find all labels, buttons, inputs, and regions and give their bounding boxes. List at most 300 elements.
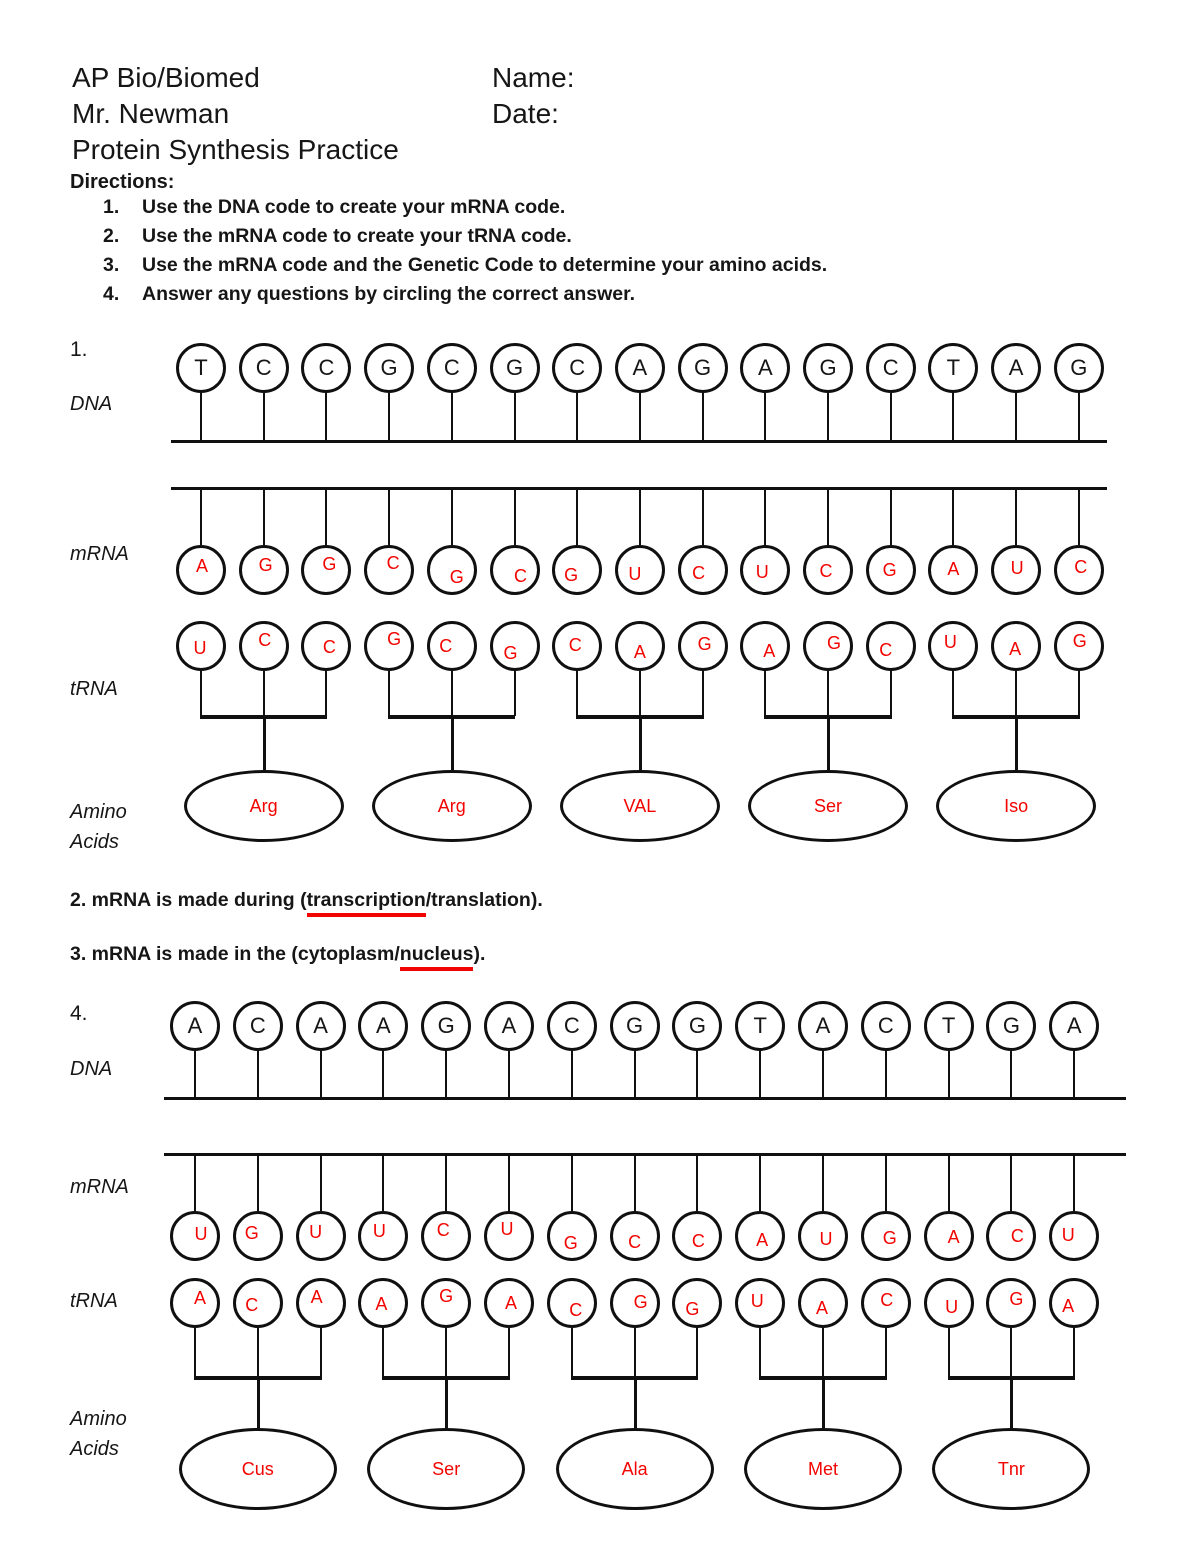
nucleotide-letter: G — [449, 566, 464, 587]
nucleotide-letter: C — [692, 562, 706, 583]
nucleotide-letter: C — [563, 1013, 580, 1038]
dna-nucleotide — [610, 1001, 660, 1051]
trna-stem-line — [827, 671, 829, 716]
dna-stem-line — [263, 393, 265, 441]
nucleotide-letter: G — [819, 355, 837, 380]
trna-nucleotide — [986, 1278, 1036, 1328]
dna-nucleotide — [803, 343, 853, 393]
amino-acid-oval — [932, 1428, 1090, 1510]
nucleotide-letter: G — [1070, 355, 1088, 380]
amino-acid-label: Iso — [1004, 795, 1029, 816]
nucleotide-letter: C — [691, 1230, 705, 1251]
nucleotide-letter: C — [245, 1294, 259, 1315]
nucleotide-letter: G — [633, 1291, 648, 1312]
codon-connector-line — [451, 716, 454, 770]
amino-acid-label: Met — [807, 1458, 838, 1479]
nucleotide-letter: U — [193, 637, 207, 658]
dna-stem-line — [759, 1051, 761, 1098]
directions-item-3-text: Use the mRNA code and the Genetic Code to determine your amino acids. — [142, 254, 828, 276]
nucleotide-letter: T — [941, 1013, 956, 1038]
nucleotide-letter: A — [763, 640, 776, 661]
nucleotide-letter: C — [249, 1013, 266, 1038]
nucleotide-letter: A — [187, 1013, 203, 1038]
row-label-dna: DNA — [70, 1058, 113, 1080]
trna-nucleotide — [484, 1278, 534, 1328]
dna-stem-line — [451, 393, 453, 441]
dna-nucleotide — [547, 1001, 597, 1051]
amino-acid-label: Ser — [432, 1458, 461, 1479]
codon-connector-line — [445, 1377, 448, 1428]
mrna-nucleotide — [490, 545, 540, 595]
nucleotide-letter: A — [815, 1013, 831, 1038]
mrna-nucleotide — [798, 1211, 848, 1261]
trna-stem-line — [257, 1328, 259, 1377]
codon-connector-line — [822, 1377, 825, 1428]
mrna-nucleotide — [239, 545, 289, 595]
trna-stem-line — [696, 1328, 698, 1377]
trna-stem-line — [948, 1328, 950, 1377]
question-2-text-prefix: 2. mRNA is made during ( — [70, 889, 307, 911]
mrna-stem-line — [827, 488, 829, 545]
nucleotide-letter: G — [503, 642, 518, 663]
mrna-stem-line — [696, 1154, 698, 1211]
dna-nucleotide — [672, 1001, 722, 1051]
trna-stem-line — [263, 671, 265, 716]
dna-stem-line — [325, 393, 327, 441]
mrna-stem-line — [1015, 488, 1017, 545]
trna-nucleotide — [672, 1278, 722, 1328]
nucleotide-letter: G — [882, 559, 897, 580]
dna-nucleotide — [170, 1001, 220, 1051]
question-2-answer-underlined: transcription — [307, 889, 426, 917]
nucleotide-letter: C — [255, 355, 272, 380]
dna-nucleotide — [991, 343, 1041, 393]
dna-stem-line — [639, 393, 641, 441]
dna-nucleotide — [735, 1001, 785, 1051]
mrna-nucleotide — [610, 1211, 660, 1261]
directions-item-1 — [103, 196, 565, 219]
amino-acid-label: Tnr — [997, 1458, 1025, 1479]
amino-acid-label: Arg — [437, 795, 466, 816]
row-label-amino-acids: Amino Acids — [70, 1408, 127, 1460]
nucleotide-letter: A — [1008, 355, 1024, 380]
nucleotide-letter: G — [1072, 630, 1087, 651]
amino-acid-oval — [936, 770, 1096, 842]
dna-stem-line — [194, 1051, 196, 1098]
mrna-nucleotide — [427, 545, 477, 595]
trna-stem-line — [890, 671, 892, 716]
nucleotide-letter: C — [569, 355, 586, 380]
nucleotide-letter: A — [375, 1293, 388, 1314]
nucleotide-letter: U — [1061, 1224, 1075, 1245]
dna-stem-line — [508, 1051, 510, 1098]
nucleotide-letter: A — [756, 1229, 769, 1250]
dna-stem-line — [200, 393, 202, 441]
mrna-stem-line — [952, 488, 954, 545]
dna-stem-line — [827, 393, 829, 441]
codon-connector-line — [639, 716, 642, 770]
dna-nucleotide — [490, 343, 540, 393]
nucleotide-letter: C — [436, 1219, 450, 1240]
dna-nucleotide — [176, 343, 226, 393]
dna-nucleotide — [986, 1001, 1036, 1051]
dna-nucleotide — [866, 343, 916, 393]
mrna-nucleotide — [296, 1211, 346, 1261]
nucleotide-letter: T — [753, 1013, 767, 1038]
dna-stem-line — [1010, 1051, 1012, 1098]
trna-nucleotide — [239, 621, 289, 671]
dna-stem-line — [576, 393, 578, 441]
mrna-stem-line — [1078, 488, 1080, 545]
trna-stem-line — [1010, 1328, 1012, 1377]
directions-item-4-text-pre: Answer any questions by — [142, 283, 383, 305]
question-3-text-prefix: 3. mRNA is made in the (cytoplasm/ — [70, 943, 400, 965]
mrna-nucleotide — [421, 1211, 471, 1261]
dna-stem-line — [514, 393, 516, 441]
trna-nucleotide — [861, 1278, 911, 1328]
trna-stem-line — [1073, 1328, 1075, 1377]
dna-nucleotide — [301, 343, 351, 393]
dna-stem-line — [382, 1051, 384, 1098]
dna-stem-line — [890, 393, 892, 441]
amino-acid-oval — [372, 770, 532, 842]
nucleotide-letter: U — [945, 1296, 959, 1317]
trna-nucleotide — [421, 1278, 471, 1328]
mrna-nucleotide — [924, 1211, 974, 1261]
trna-nucleotide — [552, 621, 602, 671]
dna-nucleotide — [296, 1001, 346, 1051]
mrna-stem-line — [571, 1154, 573, 1211]
trna-stem-line — [382, 1328, 384, 1377]
dna-stem-line — [634, 1051, 636, 1098]
amino-acid-label: Cus — [241, 1458, 274, 1479]
mrna-nucleotide — [861, 1211, 911, 1261]
trna-stem-line — [1015, 671, 1017, 716]
directions-item-2-text: Use the mRNA code to create your tRNA code. — [142, 225, 572, 247]
nucleotide-letter: A — [1062, 1295, 1075, 1316]
mrna-stem-line — [1010, 1154, 1012, 1211]
codon-connector-line — [1015, 716, 1018, 770]
nucleotide-letter: C — [569, 1299, 583, 1320]
row-label-trna: tRNA — [70, 678, 118, 700]
trna-nucleotide — [233, 1278, 283, 1328]
trna-stem-line — [320, 1328, 322, 1377]
nucleotide-letter: G — [505, 355, 524, 380]
nucleotide-letter: A — [310, 1286, 323, 1307]
dna-nucleotide — [861, 1001, 911, 1051]
directions-item-1-number: 1. — [103, 196, 120, 218]
trna-stem-line — [200, 671, 202, 716]
mrna-nucleotide — [1054, 545, 1104, 595]
nucleotide-letter: U — [628, 563, 642, 584]
dna-nucleotide — [678, 343, 728, 393]
amino-acid-label: Ala — [621, 1458, 648, 1479]
nucleotide-letter: A — [376, 1013, 391, 1038]
codon-connector-line — [257, 1377, 260, 1428]
mrna-nucleotide — [484, 1211, 534, 1261]
nucleotide-letter: C — [880, 1289, 894, 1310]
trna-nucleotide — [547, 1278, 597, 1328]
amino-acid-oval — [179, 1428, 337, 1510]
dna-stem-line — [764, 393, 766, 441]
dna-stem-line — [445, 1051, 447, 1098]
trna-stem-line — [822, 1328, 824, 1377]
trna-stem-line — [194, 1328, 196, 1377]
trna-nucleotide — [358, 1278, 408, 1328]
mrna-nucleotide — [803, 545, 853, 595]
mrna-nucleotide — [552, 545, 602, 595]
row-label-dna: DNA — [70, 393, 113, 415]
nucleotide-letter: C — [1010, 1225, 1024, 1246]
row-label-mrna: mRNA — [70, 543, 129, 565]
nucleotide-letter: U — [194, 1223, 208, 1244]
trna-stem-line — [885, 1328, 887, 1377]
nucleotide-letter: C — [879, 639, 893, 660]
trna-nucleotide — [490, 621, 540, 671]
dna-stem-line — [257, 1051, 259, 1098]
dna-stem-line — [1078, 393, 1080, 441]
mrna-stem-line — [257, 1154, 259, 1211]
trna-stem-line — [1078, 671, 1080, 716]
nucleotide-letter: A — [504, 1292, 517, 1313]
trna-stem-line — [764, 671, 766, 716]
mrna-stem-line — [948, 1154, 950, 1211]
mrna-stem-line — [822, 1154, 824, 1211]
directions-item-4-number: 4. — [103, 283, 120, 305]
nucleotide-letter: G — [826, 632, 841, 653]
nucleotide-letter: U — [309, 1221, 323, 1242]
nucleotide-letter: C — [882, 355, 899, 380]
trna-nucleotide — [678, 621, 728, 671]
dna-nucleotide — [1049, 1001, 1099, 1051]
dna-stem-line — [822, 1051, 824, 1098]
nucleotide-letter: G — [380, 355, 398, 380]
mrna-strand-line — [164, 1153, 1126, 1156]
mrna-nucleotide — [672, 1211, 722, 1261]
trna-nucleotide — [928, 621, 978, 671]
dna-stem-line — [885, 1051, 887, 1098]
mrna-stem-line — [634, 1154, 636, 1211]
codon-connector-line — [1010, 1377, 1013, 1428]
nucleotide-letter: G — [626, 1013, 644, 1038]
nucleotide-letter: G — [258, 554, 273, 575]
mrna-stem-line — [885, 1154, 887, 1211]
dna-stem-line — [320, 1051, 322, 1098]
question-3 — [70, 943, 485, 966]
mrna-stem-line — [451, 488, 453, 545]
directions-item-4-text-post: the correct answer. — [451, 283, 636, 305]
nucleotide-letter: C — [877, 1013, 894, 1038]
nucleotide-letter: C — [628, 1231, 642, 1252]
nucleotide-letter: U — [755, 561, 769, 582]
trna-stem-line — [388, 671, 390, 716]
dna-nucleotide — [1054, 343, 1104, 393]
amino-acid-oval — [184, 770, 344, 842]
directions-item-3 — [103, 254, 827, 277]
nucleotide-letter: A — [501, 1013, 517, 1038]
nucleotide-letter: U — [500, 1218, 514, 1239]
dna-nucleotide — [615, 343, 665, 393]
mrna-stem-line — [263, 488, 265, 545]
dna-stem-line — [1015, 393, 1017, 441]
nucleotide-letter: G — [322, 553, 337, 574]
mrna-stem-line — [764, 488, 766, 545]
codon-connector-line — [827, 716, 830, 770]
nucleotide-letter: C — [258, 629, 272, 650]
trna-nucleotide — [991, 621, 1041, 671]
mrna-nucleotide — [547, 1211, 597, 1261]
trna-stem-line — [952, 671, 954, 716]
trna-stem-line — [639, 671, 641, 716]
nucleotide-letter: G — [685, 1298, 700, 1319]
trna-nucleotide — [301, 621, 351, 671]
mrna-nucleotide — [928, 545, 978, 595]
dna-nucleotide — [740, 343, 790, 393]
name-label: Name: — [492, 62, 575, 93]
nucleotide-letter: C — [439, 635, 453, 656]
mrna-stem-line — [514, 488, 516, 545]
nucleotide-letter: A — [1066, 1013, 1082, 1038]
mrna-nucleotide — [986, 1211, 1036, 1261]
amino-acid-oval — [367, 1428, 525, 1510]
dna-nucleotide — [552, 343, 602, 393]
nucleotide-letter: A — [947, 1226, 960, 1247]
codon-connector-line — [634, 1377, 637, 1428]
trna-nucleotide — [735, 1278, 785, 1328]
trna-nucleotide — [296, 1278, 346, 1328]
row-label-trna: tRNA — [70, 1290, 118, 1312]
mrna-stem-line — [320, 1154, 322, 1211]
nucleotide-letter: C — [568, 634, 582, 655]
mrna-nucleotide — [991, 545, 1041, 595]
amino-acid-label: VAL — [623, 795, 657, 816]
row-label-amino-acids: Amino Acids — [70, 801, 127, 853]
nucleotide-letter: T — [194, 355, 208, 380]
nucleotide-letter: A — [313, 1013, 328, 1038]
dna-stem-line — [1073, 1051, 1075, 1098]
mrna-nucleotide — [735, 1211, 785, 1261]
trna-nucleotide — [803, 621, 853, 671]
nucleotide-letter: A — [1009, 638, 1022, 659]
dna-nucleotide — [928, 343, 978, 393]
mrna-stem-line — [194, 1154, 196, 1211]
nucleotide-letter: A — [632, 355, 648, 380]
nucleotide-letter: C — [514, 565, 527, 586]
row-label-mrna: mRNA — [70, 1176, 129, 1198]
dna-nucleotide — [484, 1001, 534, 1051]
mrna-stem-line — [388, 488, 390, 545]
dna-stem-line — [702, 393, 704, 441]
nucleotide-letter: G — [564, 564, 579, 585]
dna-strand-line — [164, 1097, 1126, 1100]
directions-label: Directions: — [70, 171, 175, 193]
nucleotide-letter: C — [443, 355, 460, 380]
mrna-nucleotide — [170, 1211, 220, 1261]
trna-nucleotide — [364, 621, 414, 671]
nucleotide-letter: C — [819, 560, 833, 581]
trna-stem-line — [451, 671, 453, 716]
dna-nucleotide — [233, 1001, 283, 1051]
directions-item-4 — [103, 283, 635, 306]
trna-stem-line — [576, 671, 578, 716]
mrna-nucleotide — [176, 545, 226, 595]
question-3-answer-underlined: nucleus — [400, 943, 474, 971]
mrna-nucleotide — [358, 1211, 408, 1261]
amino-acid-label: Ser — [813, 795, 842, 816]
mrna-nucleotide — [615, 545, 665, 595]
nucleotide-letter: U — [943, 631, 957, 652]
teacher-name: Mr. Newman — [72, 98, 230, 129]
dna-stem-line — [948, 1051, 950, 1098]
nucleotide-letter: U — [819, 1228, 833, 1249]
mrna-nucleotide — [233, 1211, 283, 1261]
trna-stem-line — [445, 1328, 447, 1377]
nucleotide-letter: A — [815, 1297, 828, 1318]
amino-acid-oval — [560, 770, 720, 842]
mrna-stem-line — [508, 1154, 510, 1211]
directions-item-3-number: 3. — [103, 254, 120, 276]
trna-nucleotide — [170, 1278, 220, 1328]
nucleotide-letter: G — [882, 1227, 897, 1248]
nucleotide-letter: A — [193, 1287, 206, 1308]
nucleotide-letter: C — [318, 355, 335, 380]
dna-nucleotide — [239, 343, 289, 393]
nucleotide-letter: U — [750, 1290, 764, 1311]
trna-stem-line — [325, 671, 327, 716]
nucleotide-letter: G — [688, 1013, 706, 1038]
amino-acid-oval — [556, 1428, 714, 1510]
nucleotide-letter: G — [1002, 1013, 1020, 1038]
dna-nucleotide — [421, 1001, 471, 1051]
trna-stem-line — [514, 671, 516, 716]
trna-nucleotide — [924, 1278, 974, 1328]
nucleotide-letter: G — [437, 1013, 455, 1038]
dna-stem-line — [388, 393, 390, 441]
question-3-text-suffix: ). — [473, 943, 486, 965]
nucleotide-letter: C — [322, 636, 336, 657]
directions-item-1-text: Use the DNA code to create your mRNA code. — [142, 196, 566, 218]
trna-nucleotide — [610, 1278, 660, 1328]
mrna-stem-line — [639, 488, 641, 545]
directions-item-4-text-bold: circling — [382, 283, 452, 305]
nucleotide-letter: G — [387, 628, 402, 649]
directions-item-2 — [103, 225, 572, 248]
mrna-stem-line — [445, 1154, 447, 1211]
trna-nucleotide — [798, 1278, 848, 1328]
course-name: AP Bio/Biomed — [72, 62, 260, 93]
dna-nucleotide — [427, 343, 477, 393]
question-2-text-suffix: /translation). — [425, 889, 543, 911]
nucleotide-letter: C — [1074, 556, 1088, 577]
nucleotide-letter: G — [244, 1222, 259, 1243]
amino-acid-oval — [744, 1428, 902, 1510]
mrna-stem-line — [759, 1154, 761, 1211]
trna-nucleotide — [1049, 1278, 1099, 1328]
mrna-nucleotide — [364, 545, 414, 595]
nucleotide-letter: A — [195, 555, 208, 576]
nucleotide-letter: A — [633, 641, 646, 662]
trna-stem-line — [634, 1328, 636, 1377]
trna-nucleotide — [1054, 621, 1104, 671]
problem-number: 4. — [70, 1002, 88, 1025]
mrna-stem-line — [702, 488, 704, 545]
mrna-nucleotide — [1049, 1211, 1099, 1261]
mrna-stem-line — [382, 1154, 384, 1211]
mrna-nucleotide — [678, 545, 728, 595]
mrna-stem-line — [325, 488, 327, 545]
trna-nucleotide — [866, 621, 916, 671]
amino-acid-oval — [748, 770, 908, 842]
